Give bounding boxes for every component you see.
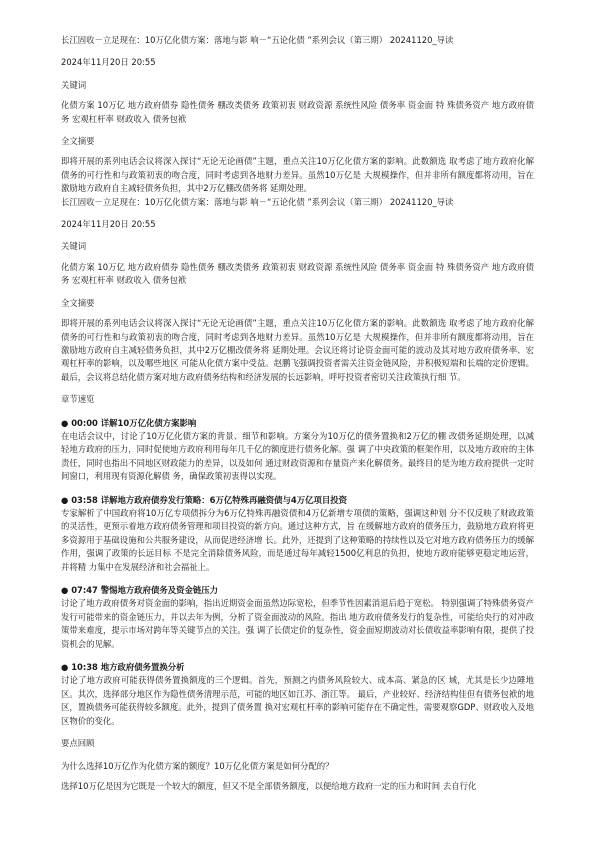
keywords-text-repeat: 化债方案 10万亿 地方政府债券 隐性债务 棚改类债务 政策初衷 财政资源 系统性风险 债务率 资金面 特 殊债务资产 地方政府债务 宏观杠杆率 财政收入 债务包袱	[61, 261, 534, 286]
keywords-heading: 关键词	[61, 79, 87, 90]
summary-text: 即将开展的系列电话会议将深入探讨“无论无论画债”主题，重点关注10万亿化债方案的影响。此数额选 取考虑了地方政府化解债务的可行性和与政策初衷的吻合度，同时考虑到各地财力差异。虽然10万亿是 大规模操作，但并非所有额度都将动用，旨在激励地方政府自主减轻债务负担，其中2万亿棚改债务将 延期处理。	[61, 156, 534, 194]
chapter-item	[61, 417, 534, 484]
keywords-text: 化债方案 10万亿 地方政府债券 隐性债务 棚改类债务 政策初衷 财政资源 系统性风险 债务率 资金面 特 殊债务资产 地方政府债务 宏观杠杆率 财政收入 债务包袱	[61, 100, 534, 124]
chapter-title: ● 00:00 详解10万亿化债方案影响	[61, 417, 197, 428]
summary-text-full: 即将开展的系列电话会议将深入探讨“无论无论画债”主题，重点关注10万亿化债方案的影响。此数额选 取考虑了地方政府化解债务的可行性和与政策初衷的吻合度，同时考虑到各地财力差异。虽然10万亿是 大规模操作，但并非所有额度都将动用，旨在激励地方政府自主减轻债务负担，其中2万亿棚改债务将 延期处理。会议还将讨论资金面可能的波动及其对地方政府债务率、宏观杠杆率的影响，以及哪些地区 可能从化债方案中受益。赵鹏飞强调投资者需关注资金链风险，并积极短端和长端的定价逻辑。最后，会议将总结化债方案对地方政府债务结构和经济发展的长远影响，呼吁投资者密切关注政策执行细 节。	[61, 318, 534, 382]
doc-title: 长江固收－立足现在：10万亿化债方案：落地与影 响－“五论化债 ”系列会议（第三期） 20241120_导读	[61, 35, 454, 45]
doc-title-repeat: 长江固收－立足现在：10万亿化债方案：落地与影 响－“五论化债 ”系列会议（第三期） 20241120_导读	[61, 196, 454, 207]
keywords-heading-repeat: 关键词	[61, 241, 87, 252]
doc-date-repeat: 2024年11月20日 20:55	[61, 219, 156, 230]
qa-answer: 选择10万亿是因为它既是一个较大的额度，但又不是全部债务额度，以便给地方政府一定的压力和时间 去自行化	[61, 780, 477, 791]
qa-heading: 要点回顾	[61, 738, 95, 749]
chapter-title: ● 03:58 详解地方政府债券发行策略：6万亿特殊再融资债与4万亿项目投资	[61, 494, 347, 505]
chapter-body: 讨论了地方政府债务对资金面的影响，指出近期资金面虽然边际宽松，但季节性因素消退后趋于宽松。 特别强调了特殊债务资产发行可能带来的资金链压力，并以去年为例，分析了资金面波动的风险。指出 地方政府债务发行的复杂性，可能给央行的对冲政策带来难度，提示市场对跨年等关键节点的关注。强 调了长债定价的复杂性，资金面短期波动对长债收益率影响有限，提供了投资机会的见解。	[61, 598, 534, 649]
chapter-body: 讨论了地方政府可能获得债务置换额度的三个逻辑。首先，预测之内债务风险较大、成本高、紧急的区 域，尤其是长少边陲地区。其次，选择部分地区作为隐性债务清理示范，可能的地区如江苏、浙江等。 最后，产业较好、经济结构佳但有债务包袱的地区，置换债务可能获得较多额度。此外，提到了债务置 换对宏观杠杆率的影响可能存在不确定性，需要观察GDP、财政收入及地区物价的变化。	[61, 675, 534, 726]
chapter-body: 在电话会议中，讨论了10万亿化债方案的背景、细节和影响。方案分为10万亿的债务置换和2万亿的棚 改债务延期处理，以减轻地方政府的压力，同时促使地方政府利用每年几千亿的额度进行债务化解。强 调了中央政策的框架作用，以及地方政府的主体责任，同时也指出不同地区财政能力的差异，以及如何 通过财政资源和存量资产来化解债务。最终目的是为地方政府提供一定时间窗口，利用现有资源化解债 务，确保政策初衷得以实现。	[61, 430, 534, 482]
chapter-item	[61, 661, 534, 728]
qa-question: 为什么选择10万亿作为化债方案的额度？10万亿化债方案是如何分配的？	[61, 761, 334, 772]
chapter-title: ● 07:47 警惕地方政府债务及资金链压力	[61, 585, 219, 595]
doc-date: 2024年11月20日 20:55	[61, 57, 156, 68]
chapters-heading: 章节速览	[61, 394, 95, 405]
summary-heading: 全文摘要	[61, 136, 95, 147]
chapter-body: 专家解析了中国政府将10万亿专项债拆分为6万亿特殊再融资债和4万亿新增专项债的策略，强调这种划 分不仅反映了财政政策的灵活性，更预示着地方政府债务管理和项目投资的新方向。通过这种方式，旨 在缓解地方政府的债务压力，鼓励地方政府将更多资源用于基础设施和公共服务建设，从而促进经济增 长。此外，还提到了这种策略的持续性以及它对地方政府债务压力的缓解作用，强调了政策的长远目标 不是完全消除债务风险，而是通过每年减轻1500亿利息的负担，使地方政府能够更稳定地运营，并将精 力集中在发展经济和社会福祉上。	[61, 507, 534, 572]
chapter-item	[61, 494, 534, 574]
chapter-title: ● 10:38 地方政府债务置换分析	[61, 662, 185, 673]
chapter-item	[61, 584, 534, 651]
summary-heading-repeat: 全文摘要	[61, 297, 95, 308]
